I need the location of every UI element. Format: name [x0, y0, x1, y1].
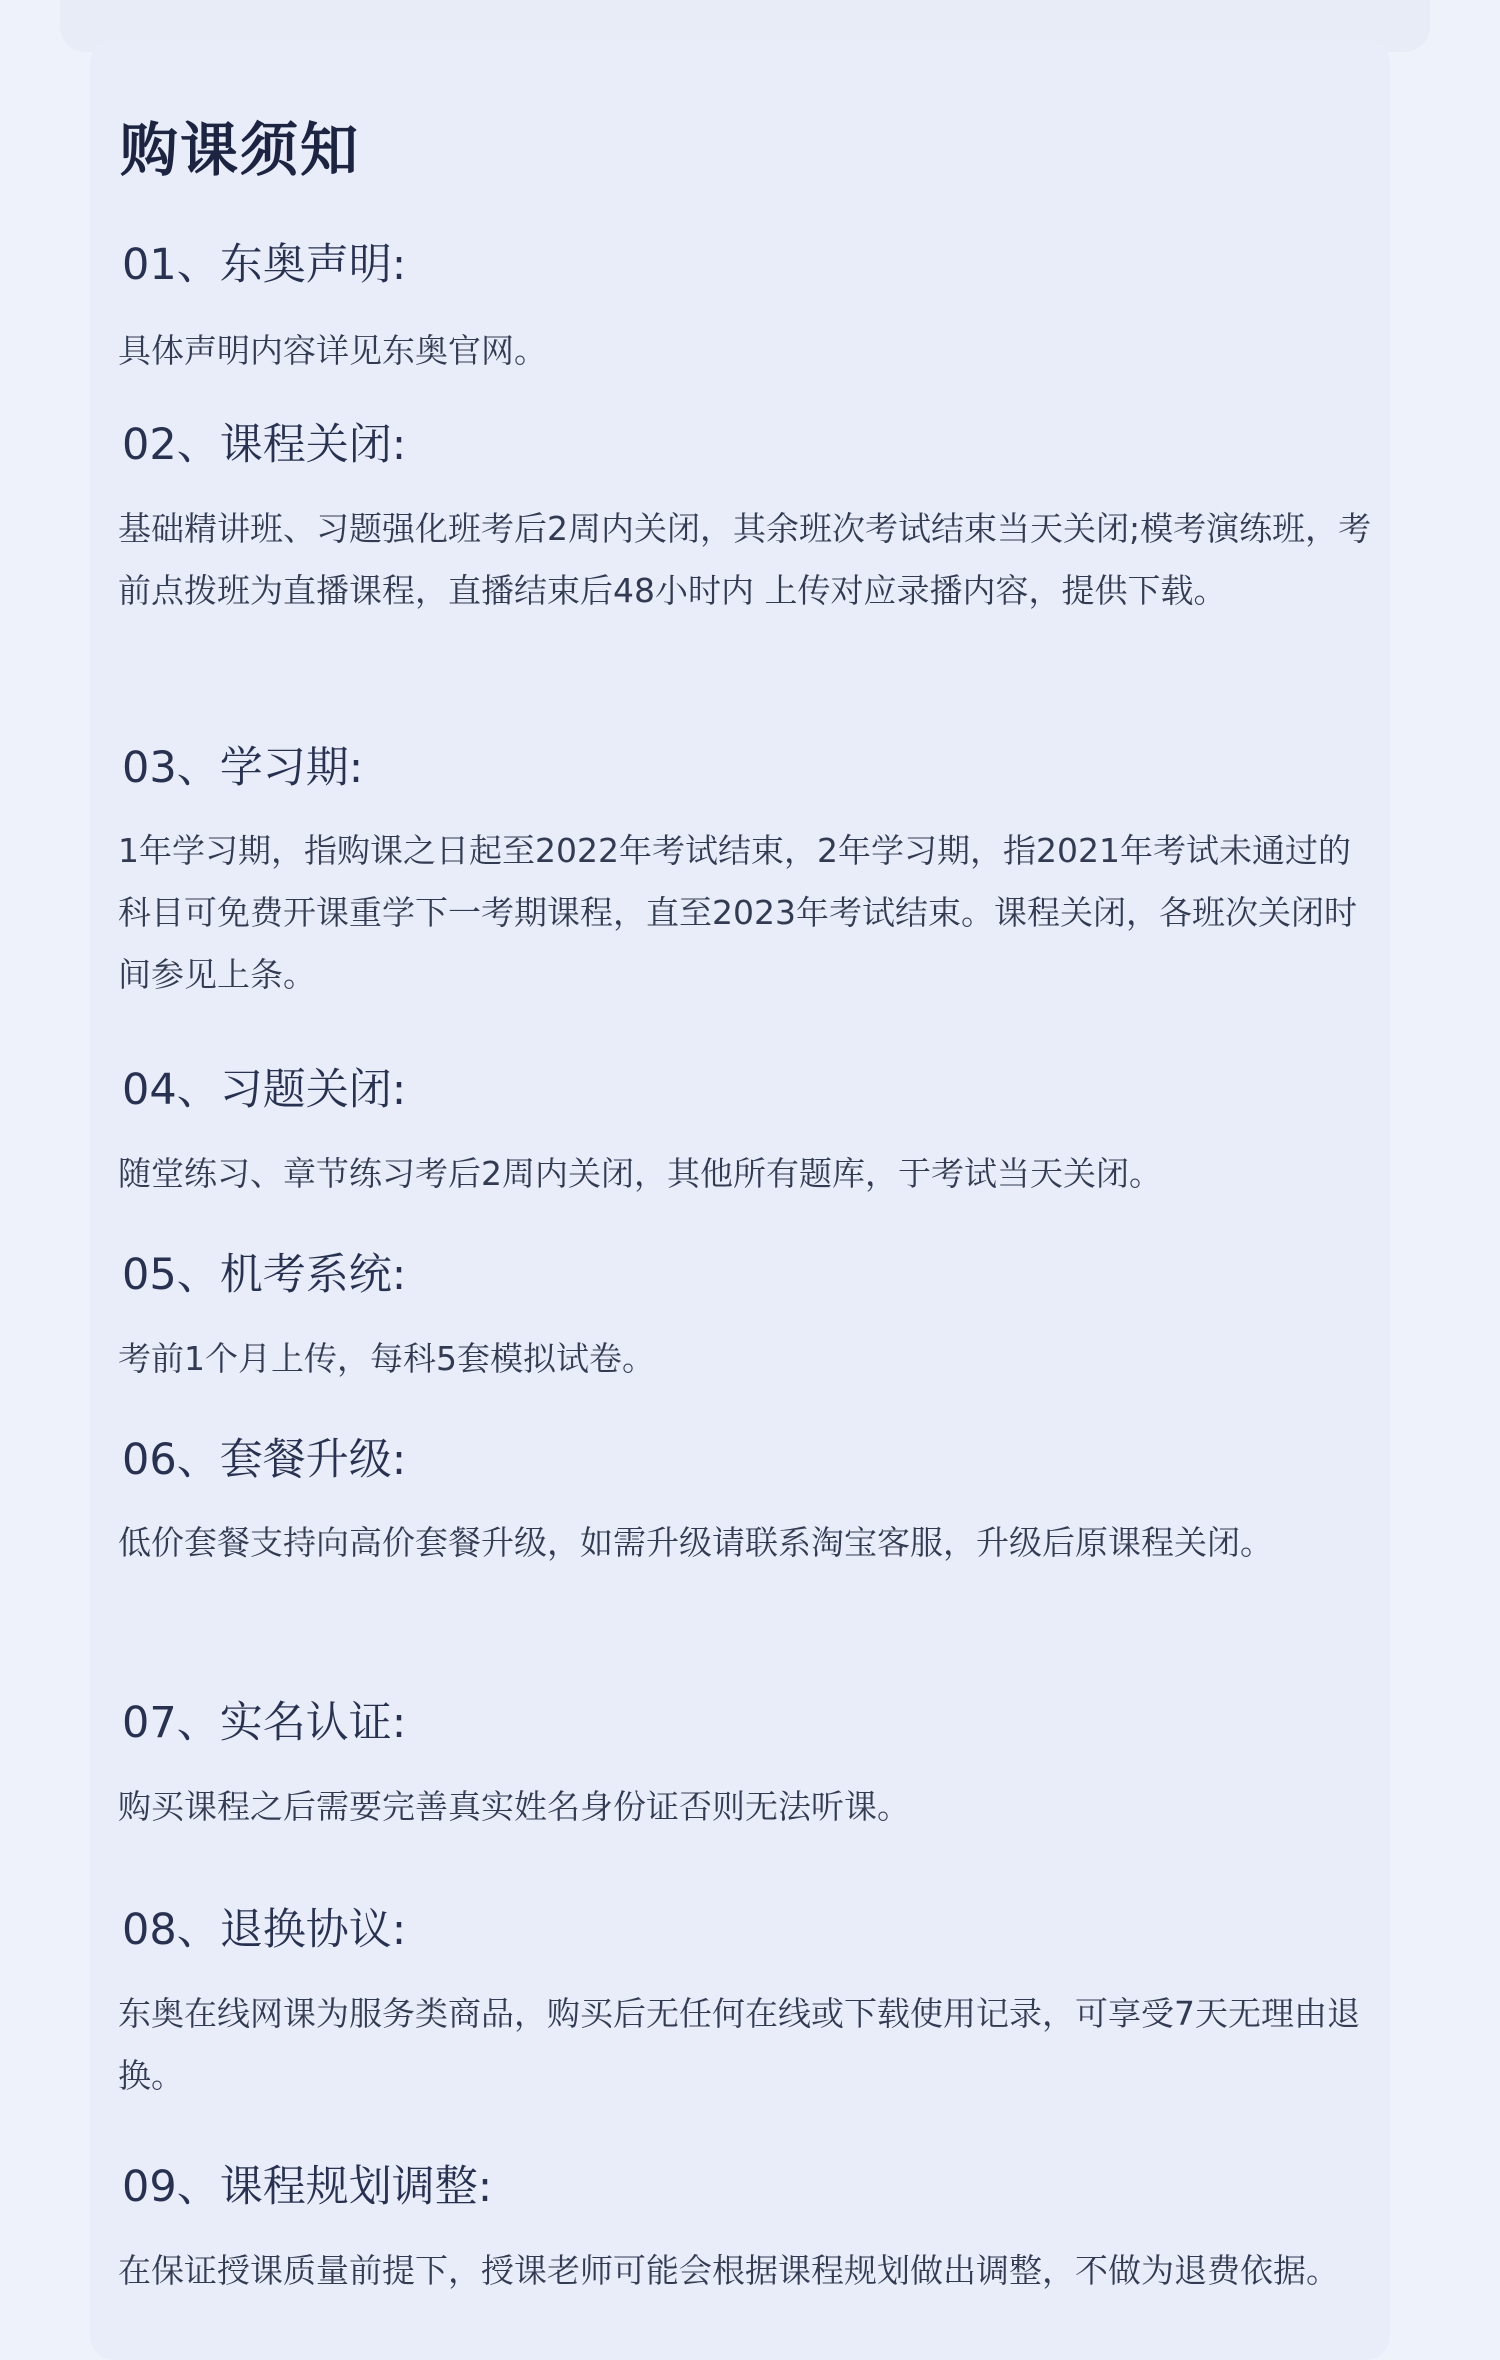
section-6-heading: 06、套餐升级:: [122, 1435, 407, 1485]
section-1-heading: 01、东奥声明:: [122, 240, 407, 290]
section-4-heading: 04、习题关闭:: [122, 1065, 407, 1115]
section-3-body: 1年学习期，指购课之日起至2022年考试结束，2年学习期，指2021年考试未通过的科目可免费开课重学下一考期课程，直至2023年考试结束。课程关闭，各班次关闭时间参见上条。: [118, 831, 1357, 994]
section-9-body: 在保证授课质量前提下，授课老师可能会根据课程规划做出调整，不做为退费依据。: [118, 2251, 1339, 2290]
section-7-body: 购买课程之后需要完善真实姓名身份证否则无法听课。: [118, 1787, 910, 1826]
section-5-body: 考前1个月上传，每科5套模拟试卷。: [118, 1339, 655, 1378]
section-6-body: 低价套餐支持向高价套餐升级，如需升级请联系淘宝客服，升级后原课程关闭。: [118, 1523, 1273, 1562]
section-9-heading: 09、课程规划调整:: [122, 2162, 493, 2212]
section-3-heading: 03、学习期:: [122, 743, 364, 793]
section-7-heading: 07、实名认证:: [122, 1698, 407, 1748]
page-title: 购课须知: [120, 116, 361, 184]
section-5-heading: 05、机考系统:: [122, 1250, 407, 1300]
section-4-body: 随堂练习、章节练习考后2周内关闭，其他所有题库，于考试当天关闭。: [118, 1154, 1162, 1193]
section-2-heading: 02、课程关闭:: [122, 420, 407, 470]
section-1-body: 具体声明内容详见东奥官网。: [118, 331, 547, 370]
section-2-body: 基础精讲班、习题强化班考后2周内关闭，其余班次考试结束当天关闭;模考演练班，考前点拨班为直播课程，直播结束后48小时内 上传对应录播内容，提供下载。: [118, 509, 1372, 610]
section-8-heading: 08、退换协议:: [122, 1905, 407, 1955]
section-8-body: 东奥在线网课为服务类商品，购买后无任何在线或下载使用记录，可享受7天无理由退换。: [118, 1994, 1360, 2095]
